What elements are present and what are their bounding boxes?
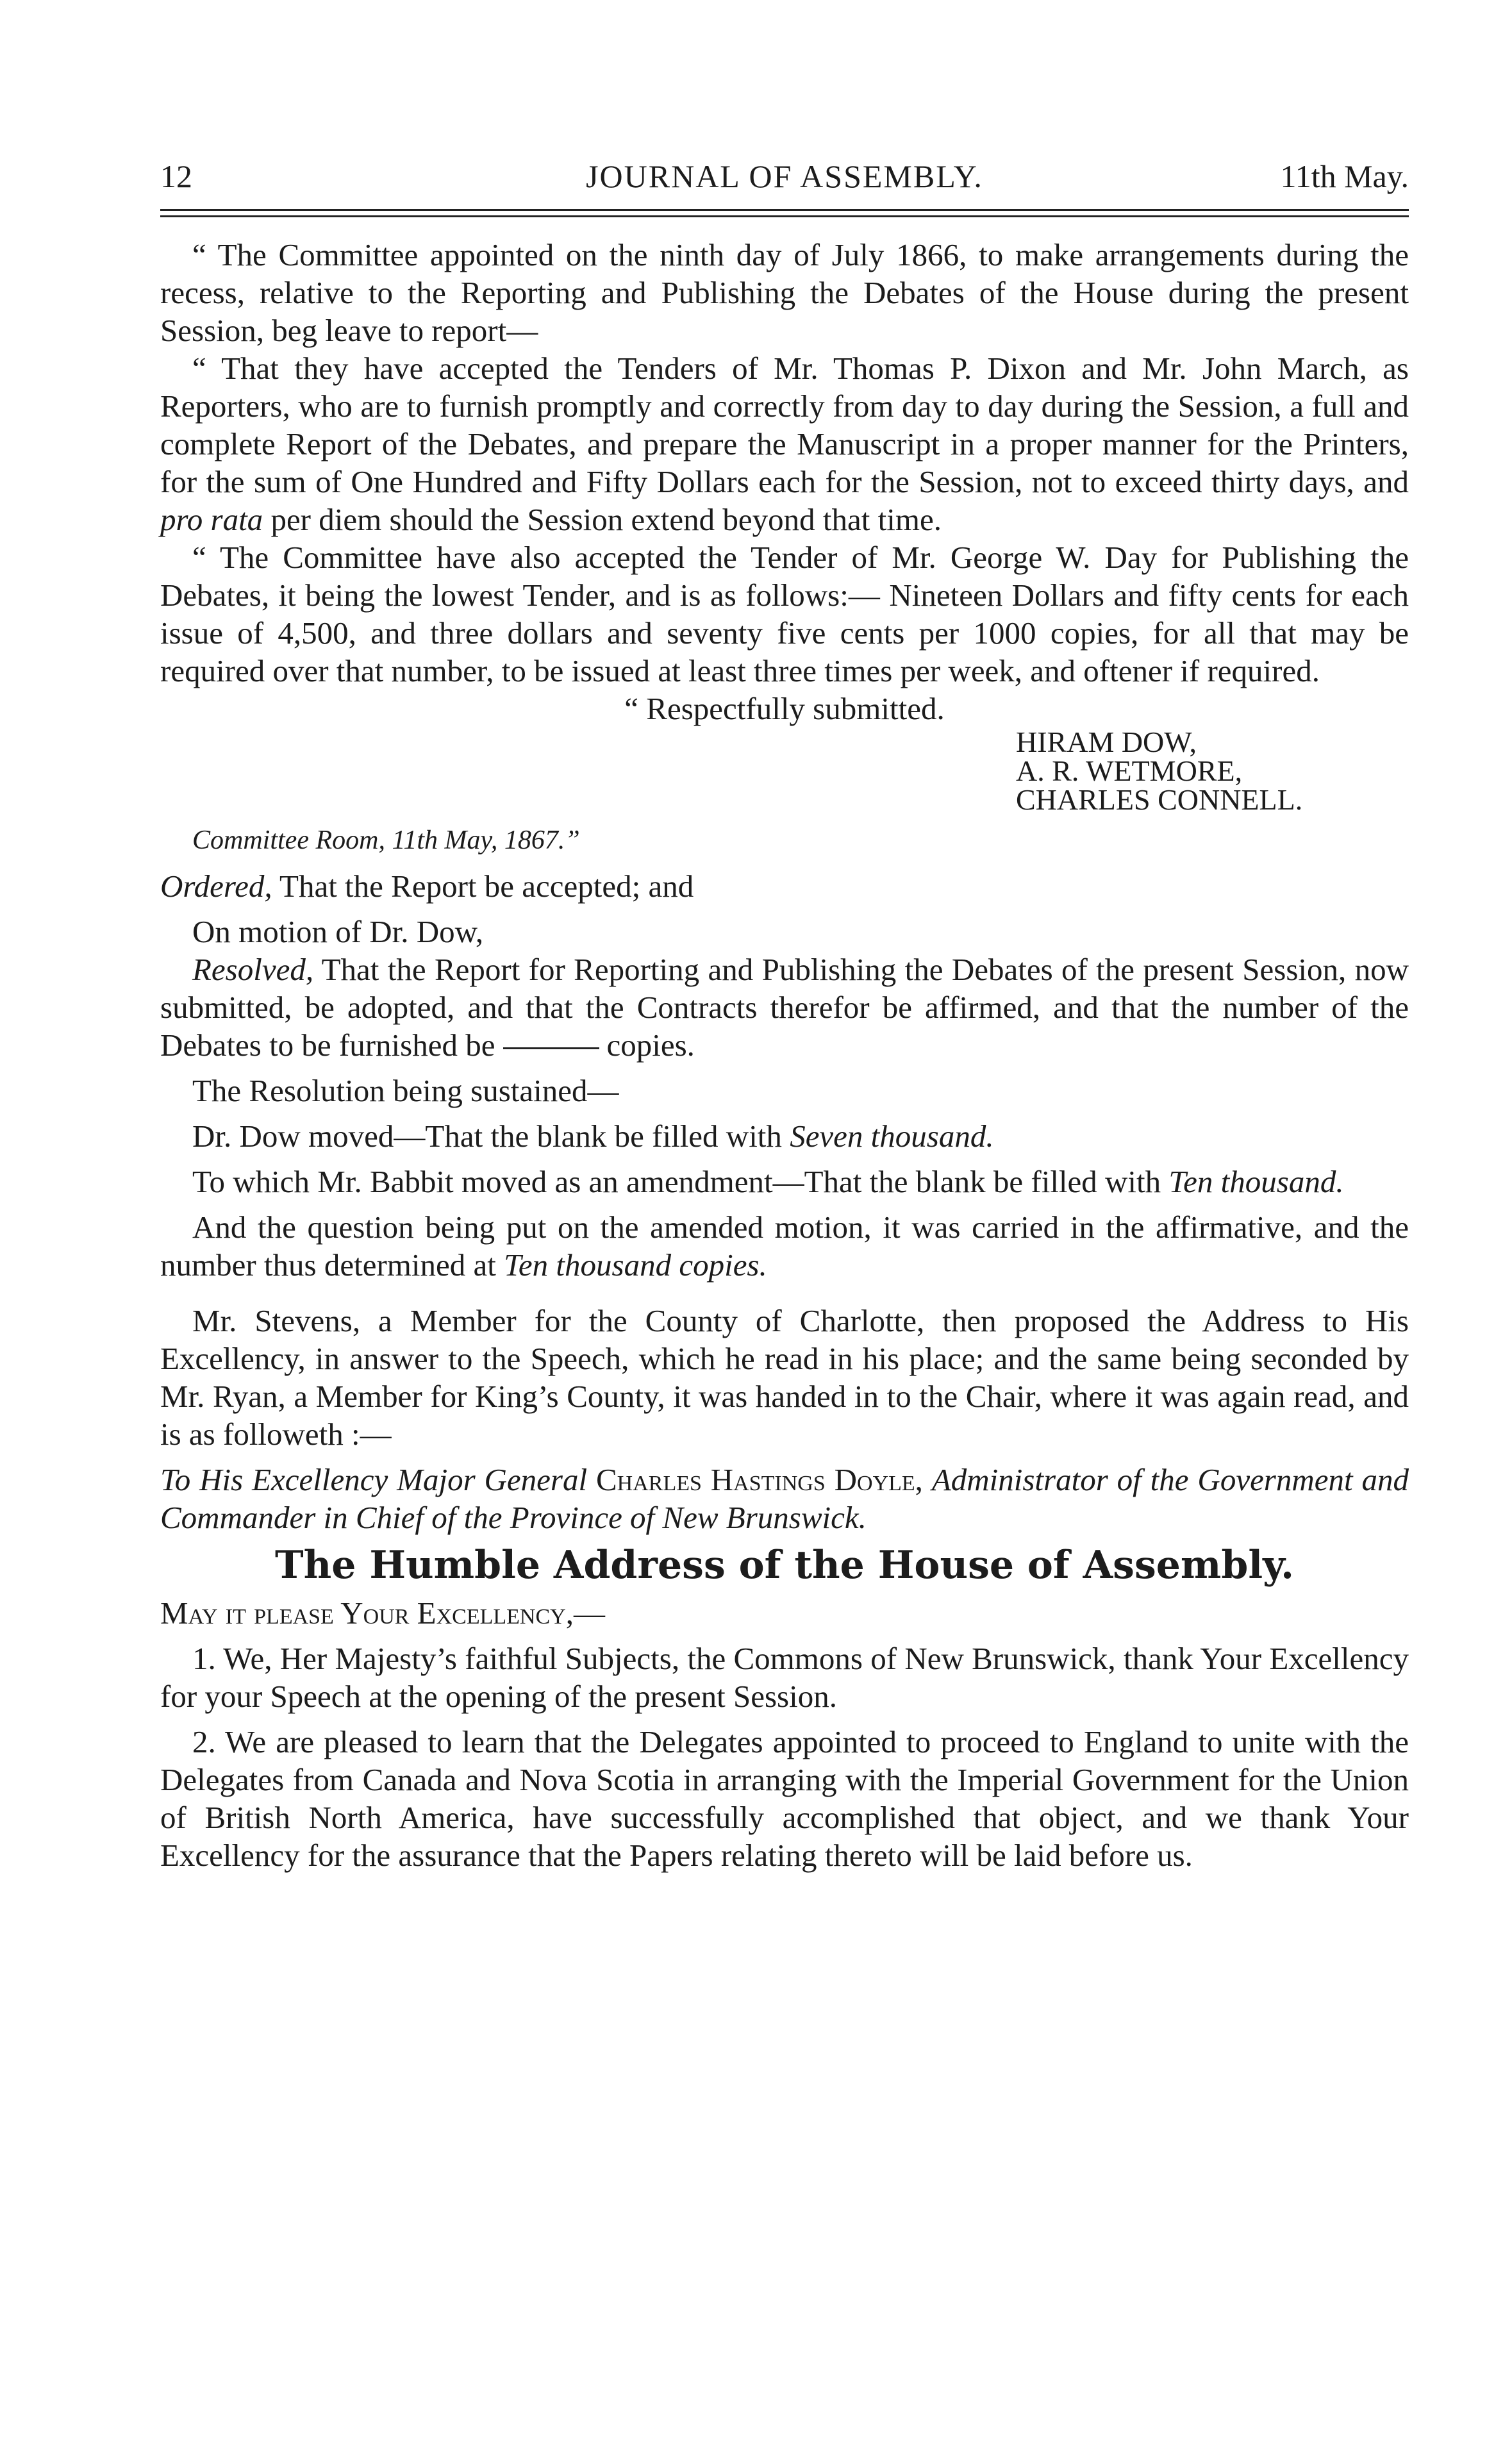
dow-motion: Dr. Dow moved—That the blank be filled with Seven thousand. <box>192 1118 994 1154</box>
address-title: The Humble Address of the House of Assembly. <box>274 1543 1295 1588</box>
page-number: 12 <box>160 158 192 194</box>
signatory: A. R. WETMORE, <box>1016 754 1243 787</box>
running-title: JOURNAL OF ASSEMBLY. <box>586 158 983 194</box>
committee-place-date: Committee Room, 11th May, 1867.” <box>192 826 580 855</box>
header-rule-bottom <box>160 215 1409 217</box>
header-rule-top <box>160 209 1409 211</box>
report-paragraph-2: “ That they have accepted the Tenders of Mr. Thomas P. Dixon and Mr. John March, as Reporters, who are to furnish promptly and correctly from day to day during the Session, a full and complete Report of the Debates, and prepare the Manuscript in a proper manner for the Printers, for the sum of One Hundred and Fifty Dollars each for the Session, not to exceed thirty days, and pro rata per diem should the Session extend beyond that time. <box>160 351 1409 537</box>
stevens-paragraph: Mr. Stevens, a Member for the County of Charlotte, then proposed the Address to His Excellency, in answer to the Speech, which he read in his place; and the same being seconded by Mr. Ryan, a Member for King’s County, it was handed in to the Chair, where it was again read, and is as followeth :— <box>160 1303 1409 1452</box>
body-text <box>160 236 1409 1874</box>
running-header <box>160 154 1409 199</box>
sustained-line: The Resolution being sustained— <box>192 1073 619 1108</box>
address-item-2: 2. We are pleased to learn that the Delegates appointed to proceed to England to unite with the Delegates from Canada and Nova Scotia in arranging with the Imperial Government for the Union of British North America, have successfully accomplished that object, and we thank Your Excellency for the assurance that the Papers relating thereto will be laid before us. <box>160 1724 1409 1873</box>
address-salutation: May it please Your Excellency,— <box>160 1595 605 1631</box>
header-date: 11th May. <box>1280 158 1409 194</box>
signatory: CHARLES CONNELL. <box>1016 783 1303 816</box>
signatory: HIRAM DOW, <box>1016 726 1197 758</box>
report-paragraph-3: “ The Committee have also accepted the Tender of Mr. George W. Day for Publishing the Debates, it being the lowest Tender, and is as follows:— Nineteen Dollars and fifty cents for each issue of 4,500, and three dollars and seventy five cents per 1000 copies, for all that may be required over that number, to be issued at least three times per week, and oftener if required. <box>160 540 1409 688</box>
report-closing: “ Respectfully submitted. <box>624 691 945 726</box>
resolved-paragraph: Resolved, That the Report for Reporting and Publishing the Debates of the present Session, now submitted, be adopted, and that the Contracts therefor be affirmed, and that the number of the Debates to be furnished be copies. <box>160 952 1409 1063</box>
blank-line <box>503 1047 599 1049</box>
address-recipient: To His Excellency Major General Charles Hastings Doyle, Administrator of the Government and Commander in Chief of the Province of New Brunswick. <box>160 1462 1409 1535</box>
question-paragraph: And the question being put on the amended motion, it was carried in the affirmative, and the number thus determined at Ten thousand copies. <box>160 1209 1409 1283</box>
address-item-1: 1. We, Her Majesty’s faithful Subjects, the Commons of New Brunswick, thank Your Excellency for your Speech at the opening of the present Session. <box>160 1641 1409 1714</box>
signatories <box>1016 727 1409 814</box>
motion-line: On motion of Dr. Dow, <box>192 914 484 949</box>
report-paragraph-1: “ The Committee appointed on the ninth day of July 1866, to make arrangements during the recess, relative to the Reporting and Publishing the Debates of the House during the present Session, beg leave to report— <box>160 237 1409 348</box>
ordered-paragraph: Ordered, That the Report be accepted; and <box>160 868 694 904</box>
amendment-paragraph: To which Mr. Babbit moved as an amendment—That the blank be filled with Ten thousand. <box>192 1164 1344 1199</box>
